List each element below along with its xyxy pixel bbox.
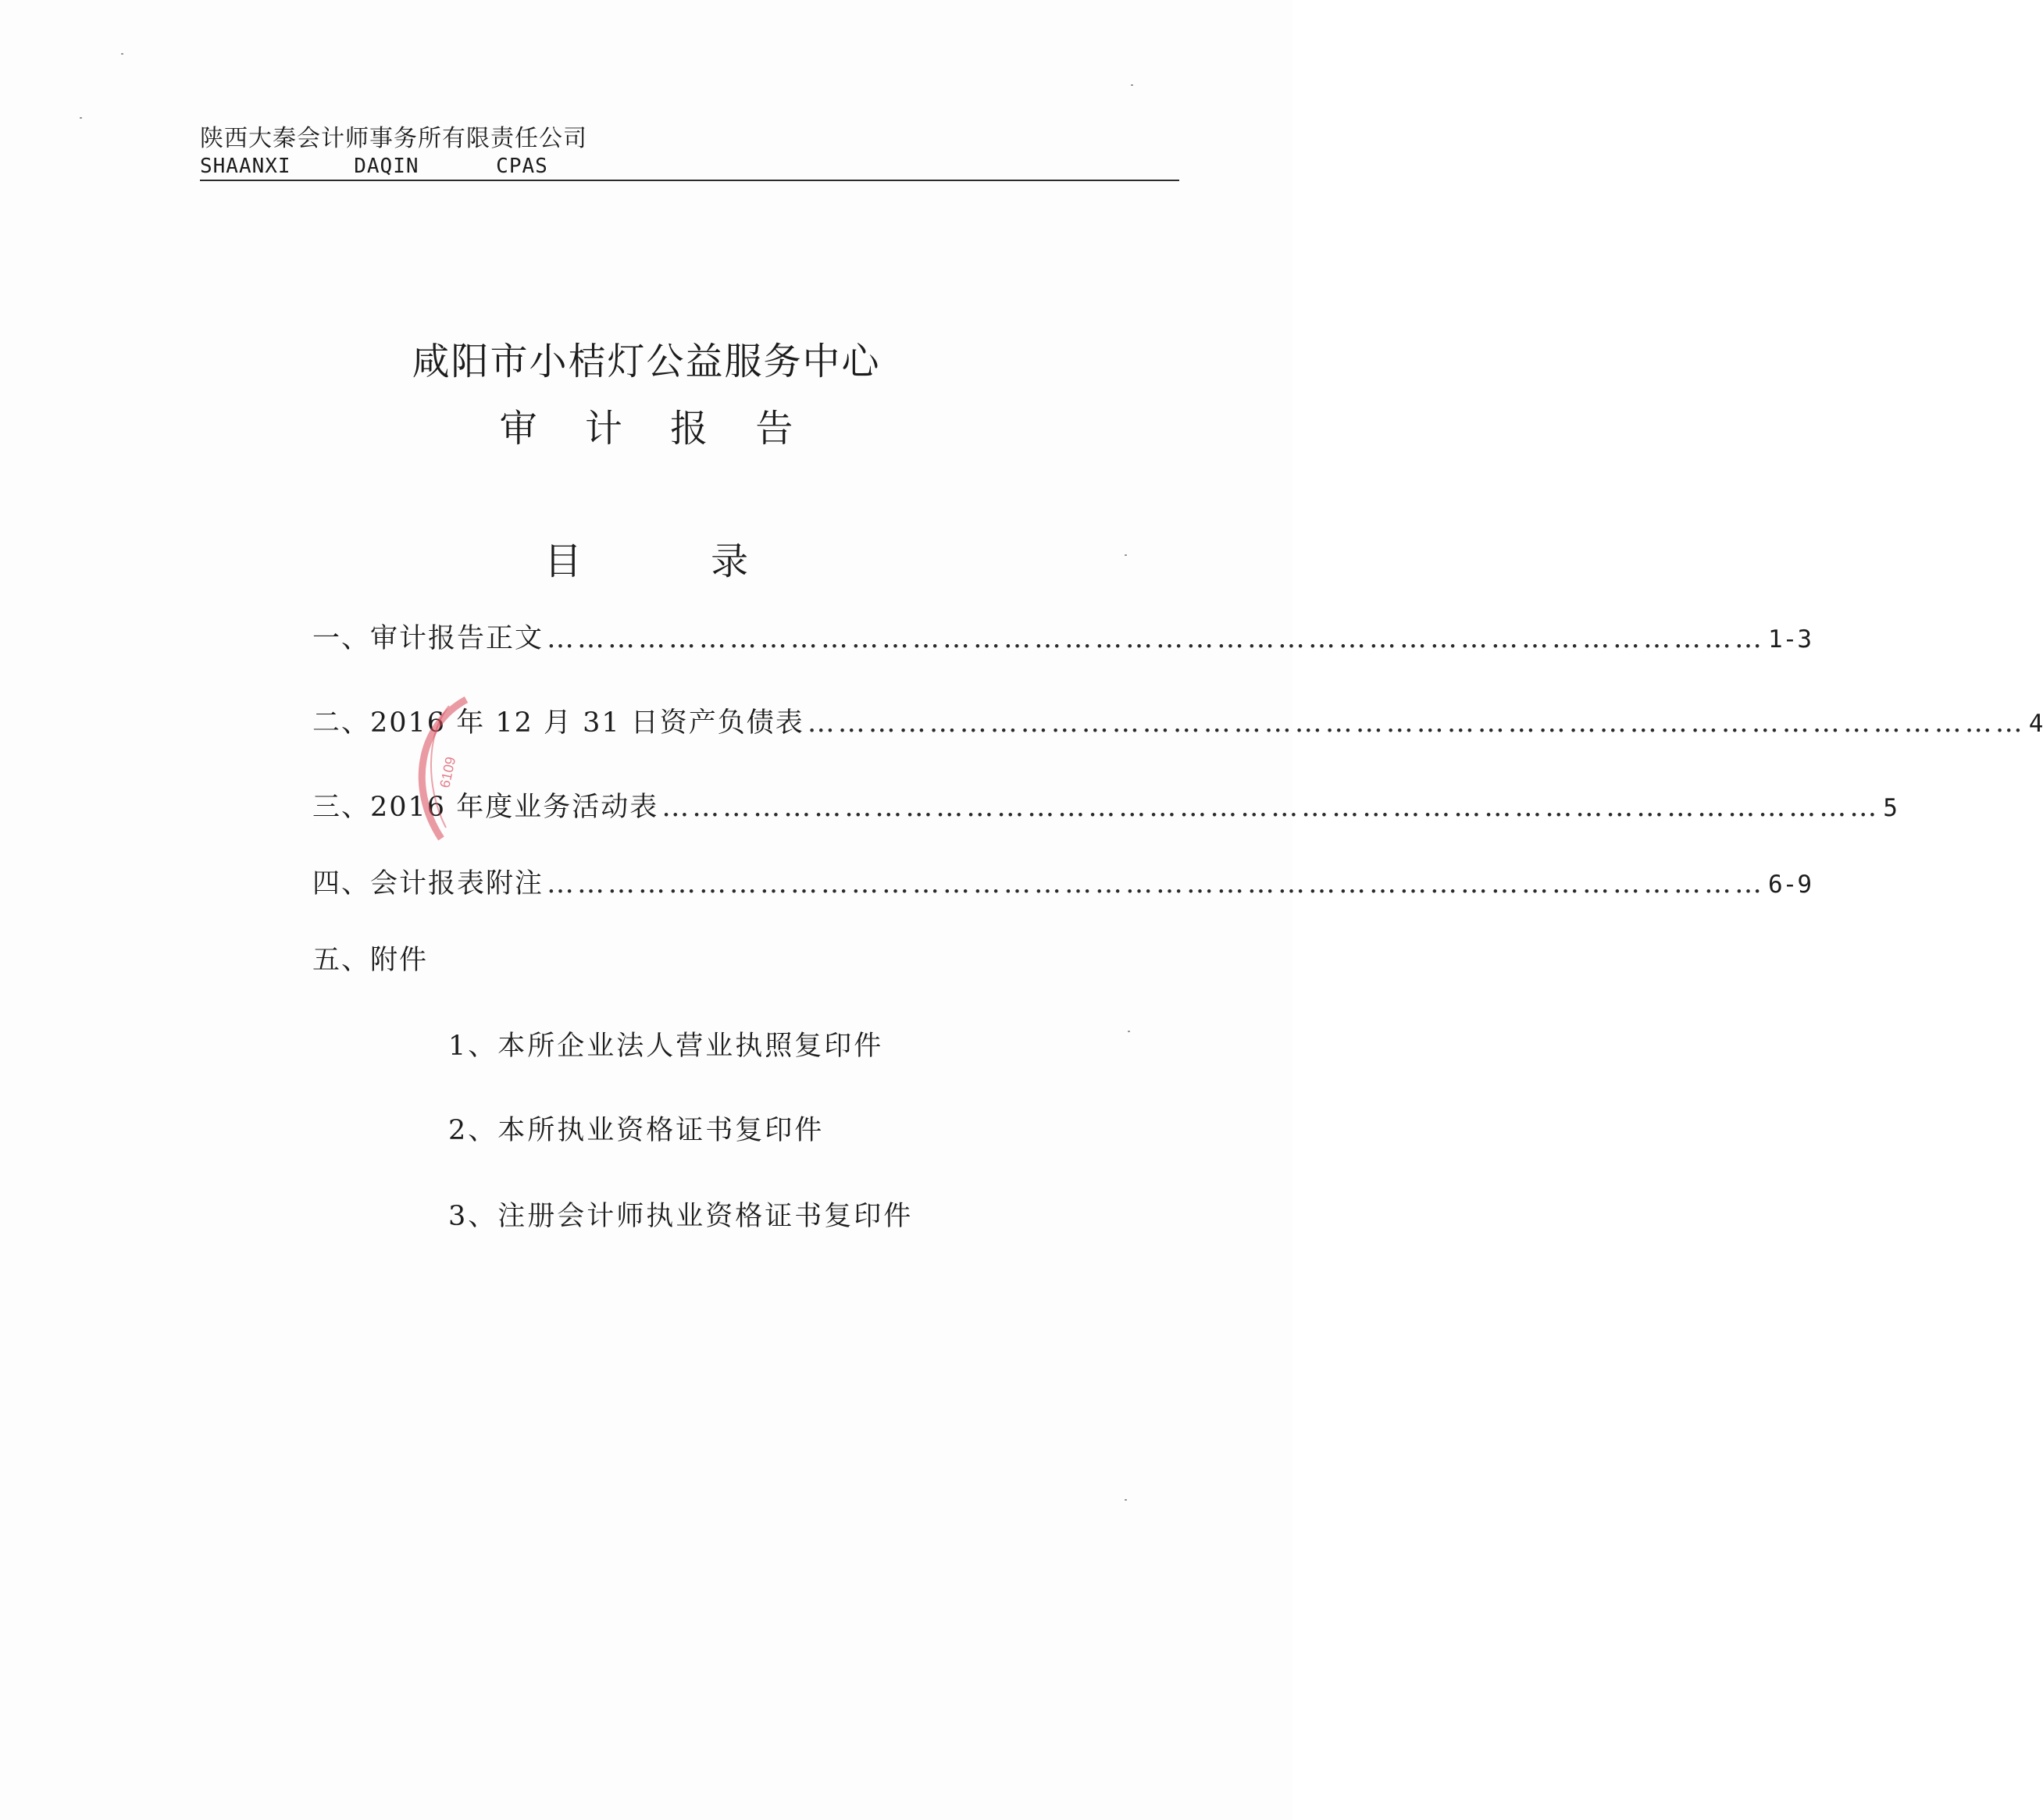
toc-entry — [312, 938, 1181, 978]
firm-name-en-word: CPAS — [496, 155, 548, 178]
attachment-item: 1、本所企业法人营业执照复印件 — [448, 1031, 884, 1062]
seal-stamp — [394, 695, 480, 843]
document-subtitle: 审 计 报 告 — [499, 407, 793, 451]
scan-speck — [121, 53, 123, 55]
toc-entry-page: 4 — [2028, 710, 2043, 738]
toc-entry-page: 5 — [1883, 794, 1898, 822]
firm-name-english — [200, 155, 548, 178]
toc-entry — [312, 862, 1813, 901]
firm-name-chinese: 陕西大秦会计师事务所有限责任公司 — [200, 125, 587, 152]
toc-heading: 目 录 — [544, 540, 749, 583]
toc-entry-label: 四、会计报表附注 — [312, 868, 544, 899]
firm-name-en-word: DAQIN — [354, 155, 419, 178]
scan-speck — [80, 117, 82, 119]
toc-entry-page: 1-3 — [1768, 625, 1813, 654]
toc-leader-dots: ………………………………………………………………………………………………………… — [807, 707, 2026, 739]
scan-speck — [1125, 554, 1127, 556]
attachment-item: 2、本所执业资格证书复印件 — [448, 1115, 825, 1146]
document-title: 咸阳市小桔灯公益服务中心 — [412, 340, 881, 383]
toc-entry-label: 三、2016 年度业务活动表 — [312, 792, 659, 823]
toc-entry-label: 二、2016 年 12 月 31 日资产负债表 — [312, 707, 804, 739]
toc-entry-page: 6-9 — [1768, 871, 1813, 899]
scan-speck — [1131, 84, 1133, 86]
scan-speck — [1128, 1031, 1130, 1032]
firm-name-en-word: SHAANXI — [200, 155, 291, 178]
scan-speck — [1125, 1499, 1127, 1501]
seal-stamp-number: 6109 — [437, 755, 459, 789]
toc-entry-label: 一、审计报告正文 — [312, 623, 544, 654]
toc-leader-dots: ………………………………………………………………………………………………………… — [547, 868, 1766, 899]
attachment-item: 3、注册会计师执业资格证书复印件 — [448, 1201, 914, 1232]
toc-leader-dots: ………………………………………………………………………………………………………… — [547, 623, 1766, 654]
toc-entry — [312, 617, 1813, 656]
toc-entry-label: 五、附件 — [312, 945, 429, 976]
header-divider — [200, 180, 1179, 181]
toc-leader-dots: ………………………………………………………………………………………………………… — [661, 792, 1881, 823]
